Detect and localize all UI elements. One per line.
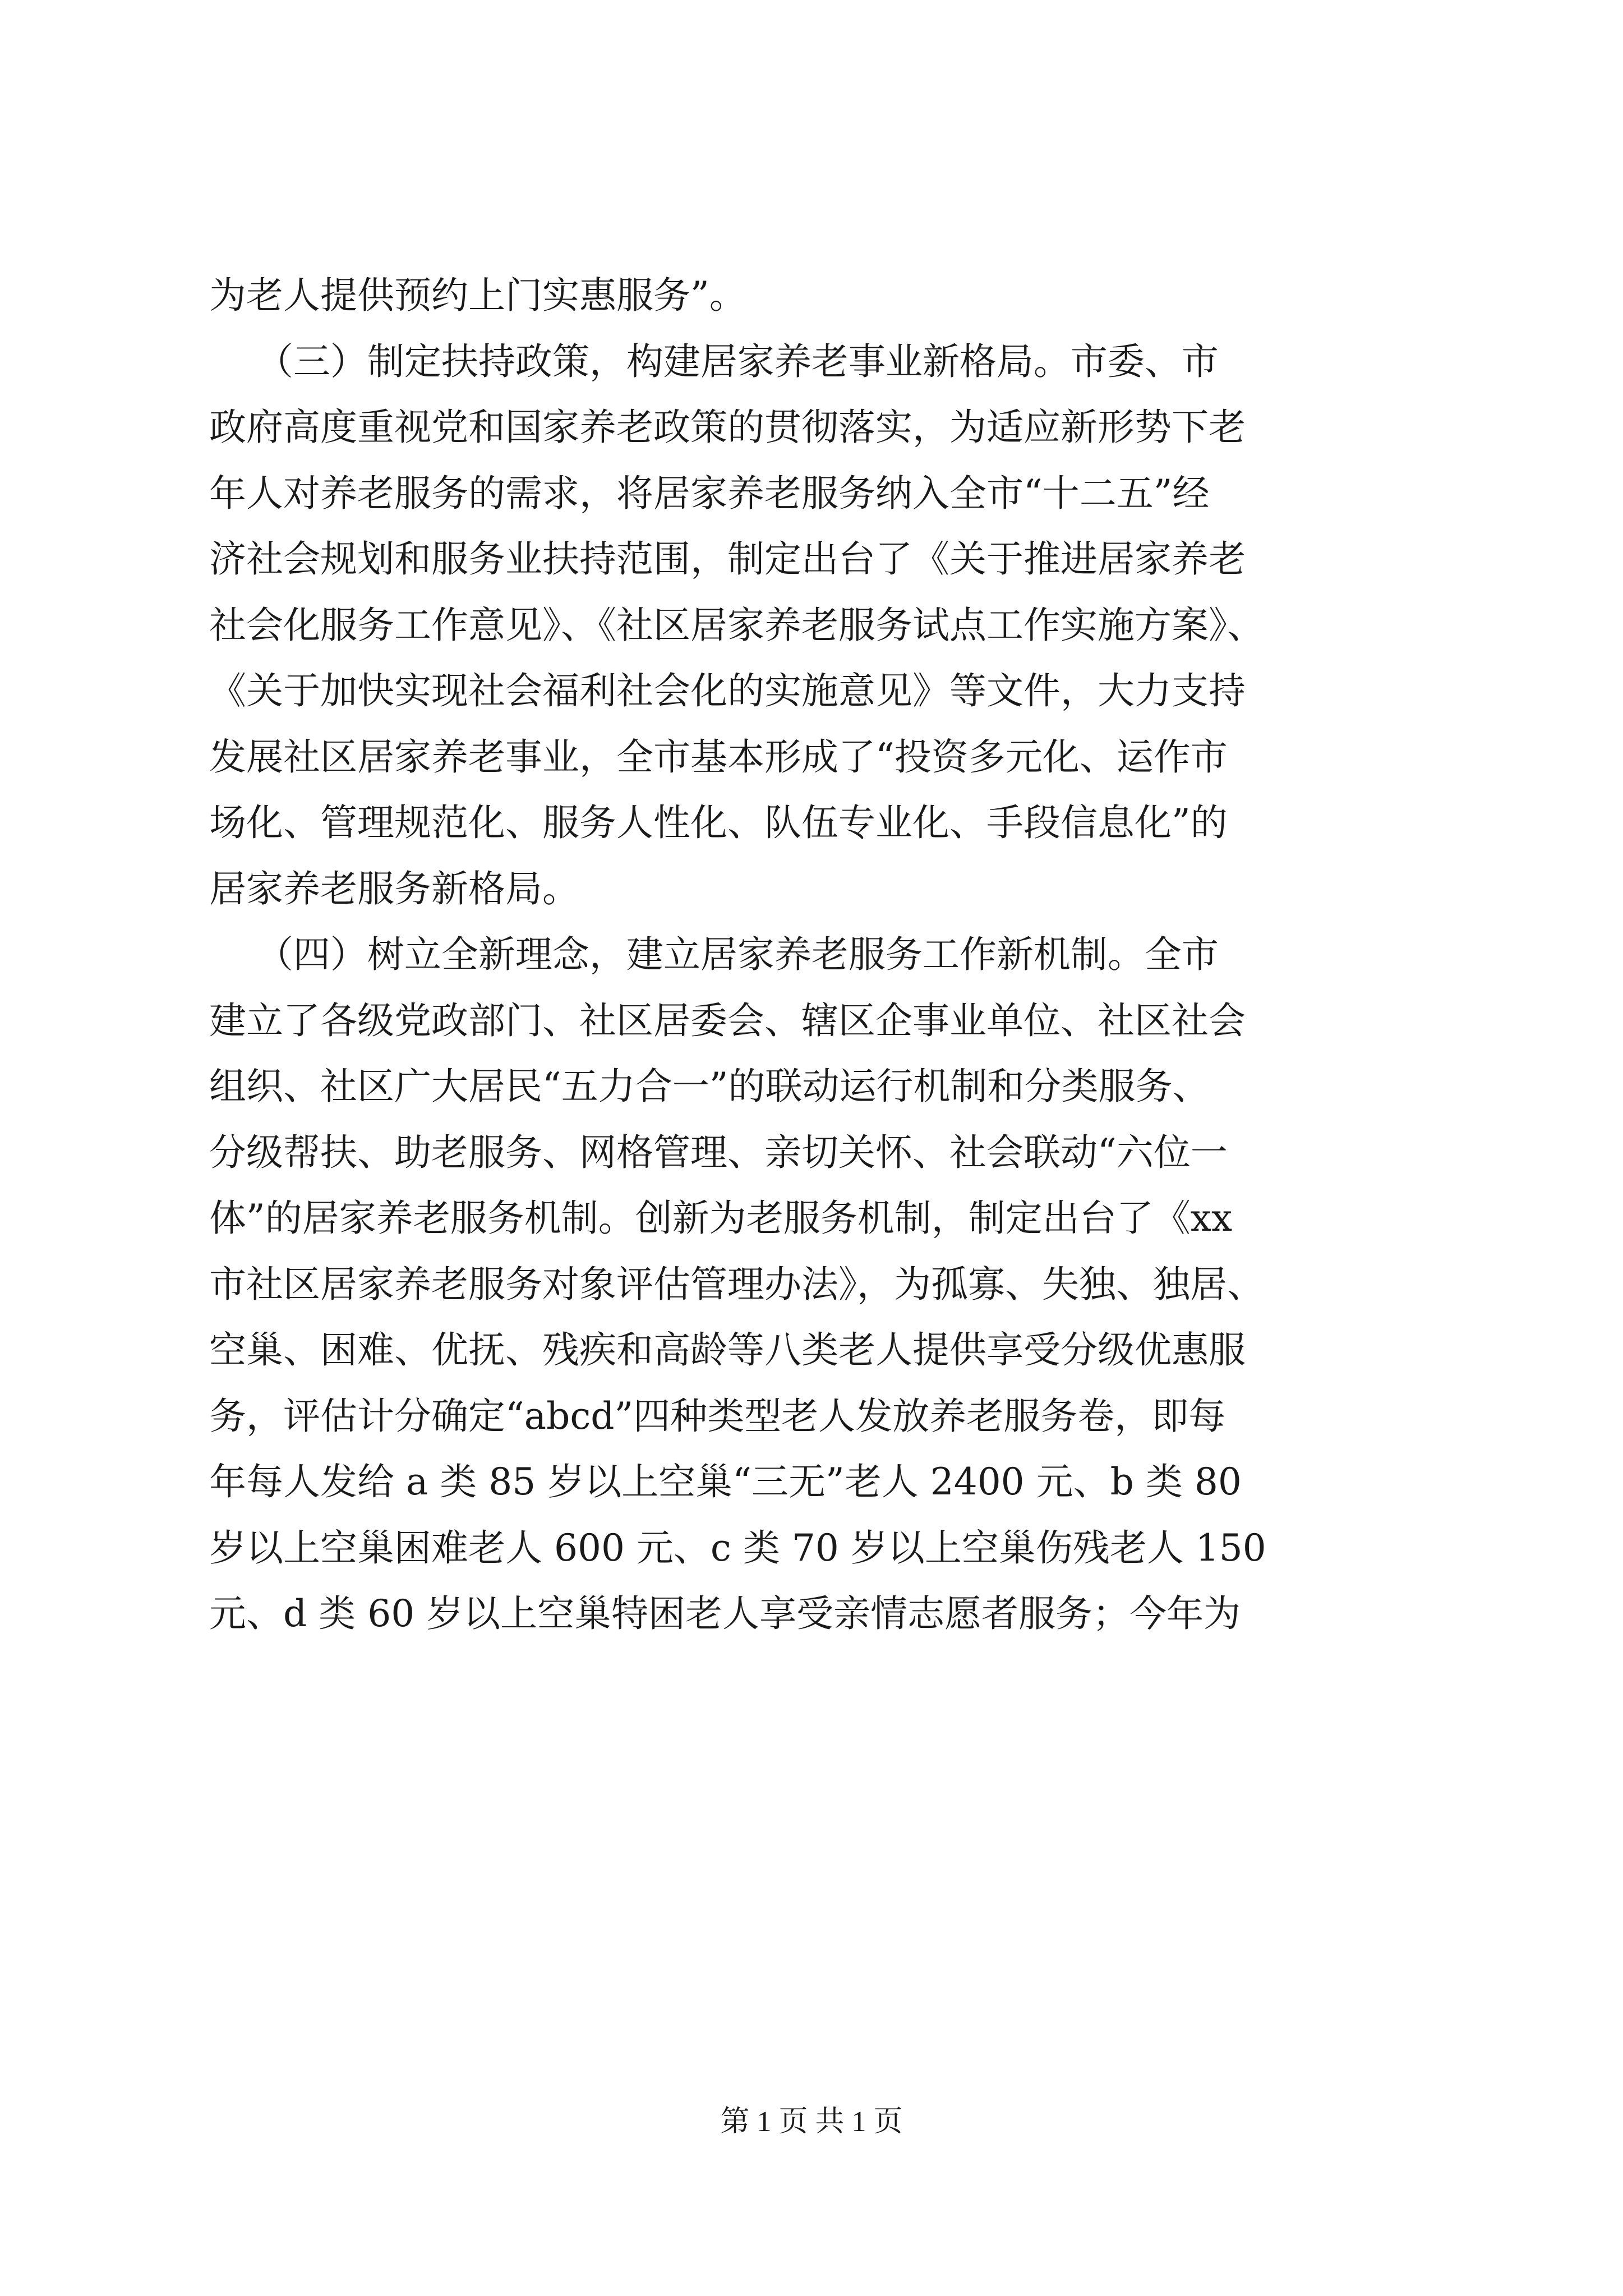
text-line: 岁以上空巢困难老人 600 元、c 类 70 岁以上空巢伤残老人 150 [209,1526,1266,1570]
text-line: 场化、管理规范化、服务人性化、队伍专业化、手段信息化”的 [209,801,1228,844]
text-line: 组织、社区广大居民“五力合一”的联动运行机制和分类服务、 [209,1065,1210,1108]
text-line: 社会化服务工作意见》、《社区居家养老服务试点工作实施方案》、 [209,603,1264,647]
body-text [209,263,1415,1647]
text-line: 分级帮扶、助老服务、网格管理、亲切关怀、社会联动“六位一 [209,1130,1228,1174]
text-line: 建立了各级党政部门、社区居委会、辖区企事业单位、社区社会 [209,999,1246,1042]
page-number-label: 第 1 页 共 1 页 [720,2106,903,2138]
text-line: 年人对养老服务的需求，将居家养老服务纳入全市“十二五”经 [209,471,1210,515]
text-line: 空巢、困难、优抚、残疾和高龄等八类老人提供享受分级优惠服 [209,1328,1246,1372]
text-line: （三）制定扶持政策，构建居家养老事业新格局。市委、市 [209,339,1219,383]
page-footer [0,2102,1623,2142]
text-line: （四）树立全新理念，建立居家养老服务工作新机制。全市 [209,933,1219,976]
text-line: 济社会规划和服务业扶持范围，制定出台了《关于推进居家养老 [209,537,1246,581]
text-line: 为老人提供预约上门实惠服务”。 [209,274,746,317]
text-line: 年每人发给 a 类 85 岁以上空巢“三无”老人 2400 元、b 类 80 [209,1460,1242,1503]
text-line: 务，评估计分确定“abcd”四种类型老人发放养老服务卷，即每 [209,1394,1226,1438]
text-line: 市社区居家养老服务对象评估管理办法》，为孤寡、失独、独居、 [209,1262,1264,1306]
text-line: 政府高度重视党和国家养老政策的贯彻落实，为适应新形势下老 [209,406,1246,449]
text-line: 《关于加快实现社会福利社会化的实施意见》等文件，大力支持 [209,669,1246,712]
text-line: 居家养老服务新格局。 [209,867,579,910]
text-line: 体”的居家养老服务机制。创新为老服务机制，制定出台了《xx [209,1197,1233,1240]
text-line: 发展社区居家养老事业，全市基本形成了“投资多元化、运作市 [209,735,1228,779]
text-line: 元、d 类 60 岁以上空巢特困老人享受亲情志愿者服务；今年为 [209,1592,1241,1635]
